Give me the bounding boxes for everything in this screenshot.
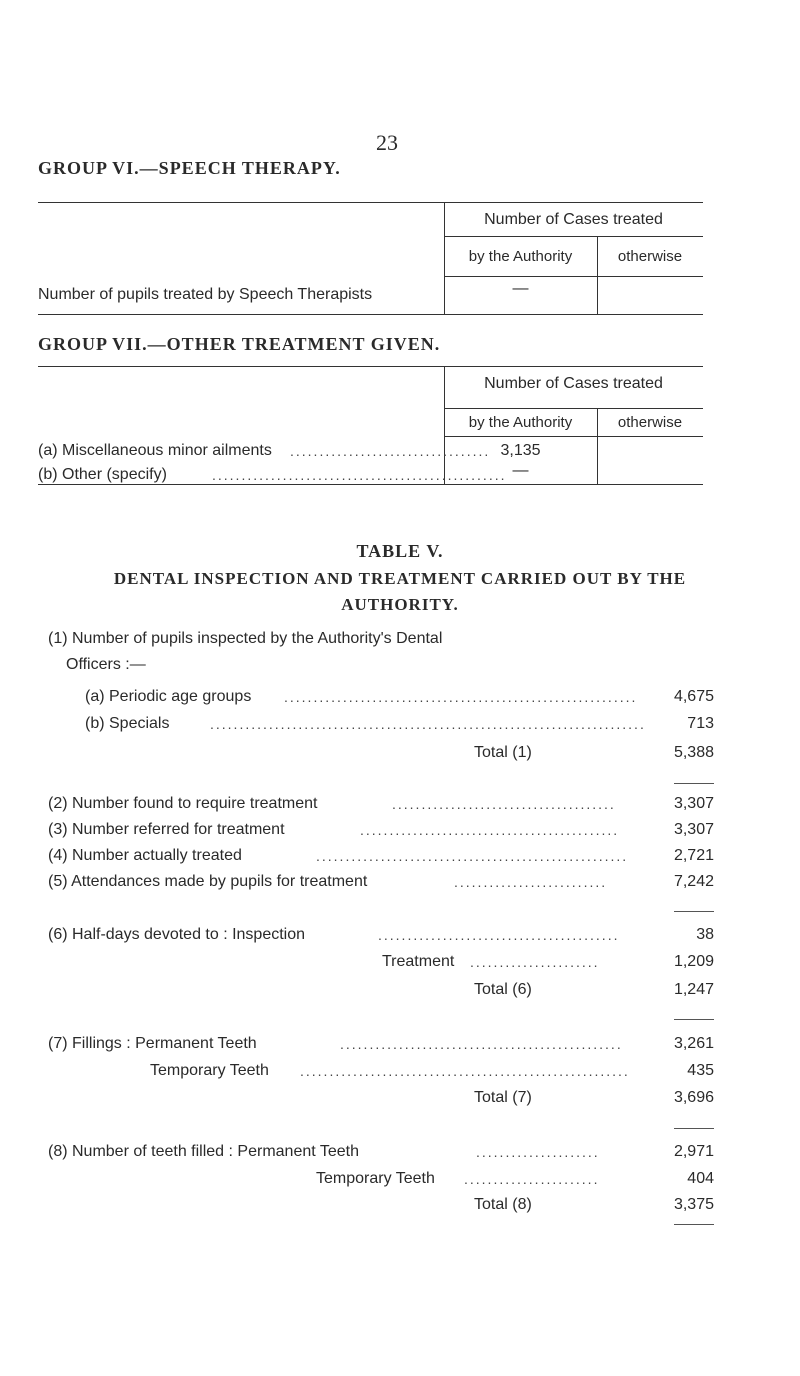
- group7-row-a-label: (a) Miscellaneous minor ailments: [38, 442, 272, 459]
- s3-value: 3,307: [673, 821, 714, 838]
- leader-dots: ..................................................: [212, 467, 507, 483]
- s1-line1: (1) Number of pupils inspected by the Authority's Dental: [48, 630, 443, 647]
- group7-col-authority: by the Authority: [468, 414, 573, 431]
- underline: [674, 783, 714, 784]
- group6-row-authority: —: [512, 280, 529, 297]
- group6-col-otherwise: otherwise: [617, 248, 683, 265]
- group7-row-b-label: (b) Other (specify): [38, 466, 167, 483]
- underline: [674, 911, 714, 912]
- s1b-label: (b) Specials: [85, 715, 170, 732]
- leader-dots: ............................................................: [284, 689, 638, 705]
- s6b-label: Treatment: [382, 953, 455, 970]
- group6-row-label: Number of pupils treated by Speech Therapists: [38, 286, 373, 303]
- divider: [38, 202, 703, 203]
- s1b-value: 713: [687, 715, 714, 732]
- leader-dots: ......................: [470, 954, 600, 970]
- group7-col-otherwise: otherwise: [617, 414, 683, 431]
- leader-dots: ..........................: [454, 874, 608, 890]
- underline: [674, 1224, 714, 1225]
- table5-subtitle-line1: DENTAL INSPECTION AND TREATMENT CARRIED OUT BY THE: [113, 569, 687, 588]
- group6-title: GROUP VI.—SPEECH THERAPY.: [38, 158, 341, 178]
- underline: [674, 1019, 714, 1020]
- leader-dots: .......................: [464, 1171, 600, 1187]
- s2-label: (2) Number found to require treatment: [48, 795, 318, 812]
- s8-value: 2,971: [673, 1143, 714, 1160]
- s8-total-value: 3,375: [673, 1196, 714, 1213]
- s6-label: (6) Half-days devoted to : Inspection: [48, 926, 306, 943]
- divider: [444, 276, 703, 277]
- leader-dots: ................................................: [340, 1036, 623, 1052]
- leader-dots: .....................: [476, 1144, 600, 1160]
- group7-row-a-authority: 3,135: [500, 442, 541, 459]
- s6-value: 38: [696, 926, 714, 943]
- underline: [674, 1128, 714, 1129]
- group7-row-b-authority: —: [512, 462, 529, 479]
- s6-total-value: 1,247: [673, 981, 714, 998]
- s3-label: (3) Number referred for treatment: [48, 821, 285, 838]
- s1a-value: 4,675: [673, 688, 714, 705]
- s8b-value: 404: [687, 1170, 714, 1187]
- divider: [38, 366, 703, 367]
- leader-dots: ........................................................: [300, 1063, 630, 1079]
- leader-dots: ............................................: [360, 822, 620, 838]
- s7-total-value: 3,696: [673, 1089, 714, 1106]
- divider: [444, 436, 703, 437]
- s4-value: 2,721: [673, 847, 714, 864]
- s7-value: 3,261: [673, 1035, 714, 1052]
- group6-col-authority: by the Authority: [468, 248, 573, 265]
- s5-value: 7,242: [673, 873, 714, 890]
- s5-label: (5) Attendances made by pupils for treatment: [48, 873, 368, 890]
- table5-subtitle-line2: AUTHORITY.: [341, 595, 459, 614]
- s1-total-value: 5,388: [673, 744, 714, 761]
- leader-dots: ..................................: [290, 443, 491, 459]
- s1-total-label: Total (1): [474, 744, 532, 761]
- s6-total-label: Total (6): [474, 981, 532, 998]
- divider: [444, 408, 703, 409]
- s4-label: (4) Number actually treated: [48, 847, 242, 864]
- s8b-label: Temporary Teeth: [316, 1170, 435, 1187]
- s6b-value: 1,209: [673, 953, 714, 970]
- page-number: 23: [376, 130, 398, 155]
- s1a-label: (a) Periodic age groups: [85, 688, 252, 705]
- s2-value: 3,307: [673, 795, 714, 812]
- leader-dots: .....................................................: [316, 848, 629, 864]
- group6-header: Number of Cases treated: [484, 211, 663, 228]
- s7b-label: Temporary Teeth: [150, 1062, 269, 1079]
- group7-title: GROUP VII.—OTHER TREATMENT GIVEN.: [38, 334, 441, 354]
- group7-header: Number of Cases treated: [484, 375, 663, 392]
- divider: [38, 314, 703, 315]
- leader-dots: .........................................: [378, 927, 620, 943]
- table5-title: TABLE V.: [356, 541, 444, 561]
- s1-line2: Officers :—: [66, 656, 146, 673]
- s7-label: (7) Fillings : Permanent Teeth: [48, 1035, 257, 1052]
- s8-total-label: Total (8): [474, 1196, 532, 1213]
- divider: [444, 236, 703, 237]
- s7b-value: 435: [687, 1062, 714, 1079]
- leader-dots: ......................................: [392, 796, 616, 812]
- divider: [38, 484, 703, 485]
- leader-dots: ..........................................................................: [210, 716, 646, 732]
- s8-label: (8) Number of teeth filled : Permanent Teeth: [48, 1143, 359, 1160]
- s7-total-label: Total (7): [474, 1089, 532, 1106]
